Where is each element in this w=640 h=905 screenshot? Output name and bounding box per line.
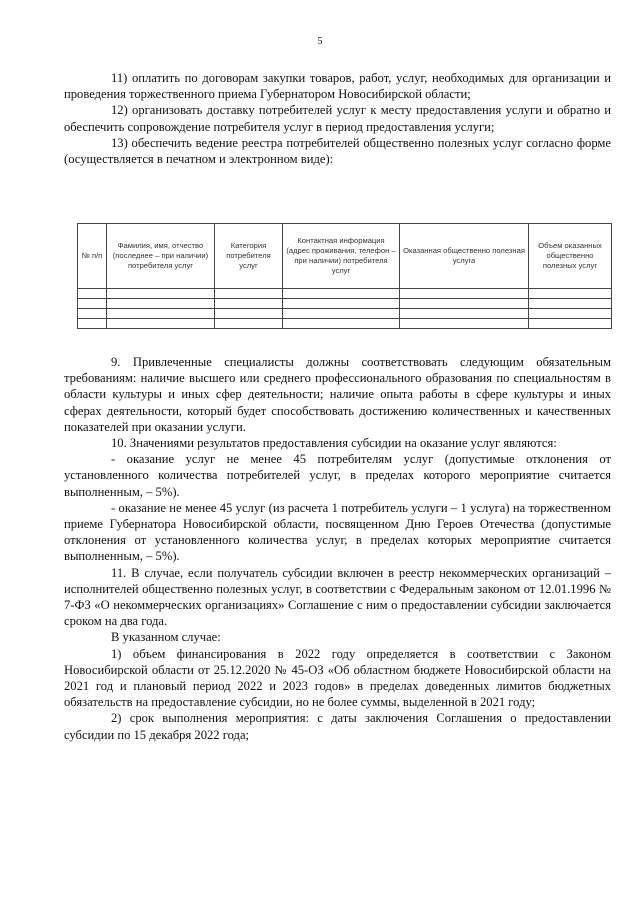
paragraph: 13) обеспечить ведение реестра потребителей общественно полезных услуг согласно форме (осуществляется в печатном и электронном виде): [64, 135, 611, 167]
column-header-number: № п/п [78, 224, 107, 289]
paragraph: 11) оплатить по договорам закупки товаров, работ, услуг, необходимых для организации и проведения торжественного приема Губернатором Новосибирской области; [64, 71, 611, 102]
column-header-volume: Объем оказанных общественно полезных услуг [529, 224, 612, 289]
column-header-full-name: Фамилия, имя, отчество (последнее – при наличии) потребителя услуг [107, 224, 215, 289]
paragraph: 9. Привлеченные специалисты должны соответствовать следующим обязательным требованиям: наличие высшего или среднего профессионального образования по специальностям в области культуры и иных сфер деятельности; наличие опыта работы в сфере культуры и иных сферах деятельности, который будет способствовать достижению количественных и качественных показателей при оказании услуги. [64, 355, 611, 434]
table-row [78, 319, 612, 329]
table-row [78, 289, 612, 299]
paragraph: 1) объем финансирования в 2022 году определяется в соответствии с Законом Новосибирской области от 25.12.2020 № 45-ОЗ «Об областном бюджете Новосибирской области на 2021 год и плановый период 2022 и 2023 годов» в пределах доведенных лимитов бюджетных обязательств на предоставление субсидии, но не более суммы, выделенной в 2021 году; [64, 646, 611, 710]
page-number: 5 [317, 36, 323, 47]
column-header-service: Оказанная общественно полезная услуга [400, 224, 529, 289]
paragraph: - оказание не менее 45 услуг (из расчета 1 потребитель услуги – 1 услуга) на торжественном приеме Губернатора Новосибирской области, посвященном Дню Героев Отечества (допустимые отклонения от установленного количества услуг, в пределах которых мероприятие считается выполненным, – 5%). [64, 500, 611, 564]
paragraph: - оказание услуг не менее 45 потребителям услуг (допустимые отклонения от установленного количества потребителей услуг, в пределах которого мероприятие считается выполненным, – 5%). [64, 452, 611, 499]
paragraph: 11. В случае, если получатель субсидии включен в реестр некоммерческих организаций – исполнителей общественно полезных услуг, в соответствии с Федеральным законом от 12.01.1996 № 7-ФЗ «О некоммерческих организациях» Соглашение с ним о предоставлении субсидии заключается сроком на два года. [64, 565, 611, 629]
paragraph: 12) организовать доставку потребителей услуг к месту предоставления услуги и обратно и обеспечить сопровождение потребителя услуг в период предоставления услуги; [64, 103, 611, 134]
table-header-row [78, 224, 612, 289]
text-block-requirements [64, 354, 611, 743]
table-row [78, 309, 612, 319]
paragraph: 2) срок выполнения мероприятия: с даты заключения Соглашения о предоставлении субсидии по 15 декабря 2022 года; [64, 711, 611, 742]
consumer-registry-table [77, 223, 612, 329]
column-header-category: Категория потребителя услуг [215, 224, 283, 289]
paragraph: В указанном случае: [111, 630, 221, 645]
column-header-contact-info: Контактная информация (адрес проживания, телефон – при наличии) потребителя услуг [283, 224, 400, 289]
paragraph: 10. Значениями результатов предоставления субсидии на оказание услуг являются: [111, 436, 557, 451]
text-block-obligations [64, 70, 611, 167]
table-row [78, 299, 612, 309]
